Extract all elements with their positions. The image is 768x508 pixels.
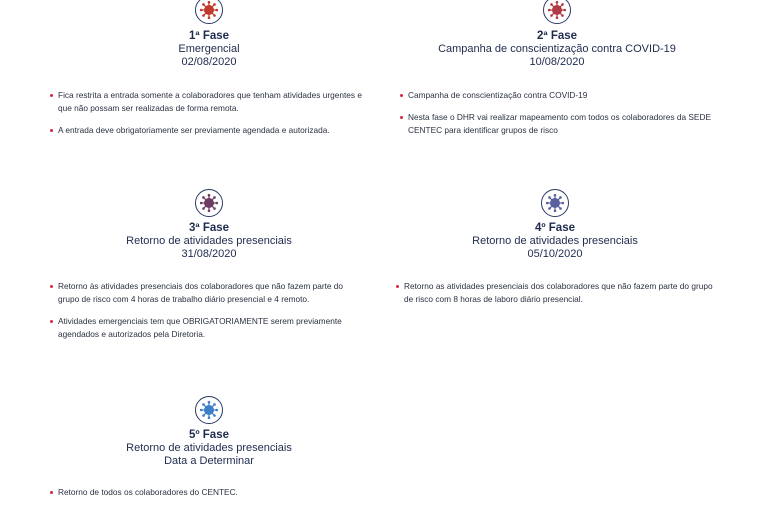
phase-date: 05/10/2020 (527, 248, 583, 260)
list-item: Atividades emergenciais tem que OBRIGATORIAMENTE serem previamente agendados e autorizados pela Diretoria. (50, 315, 366, 341)
phase-subtitle: Retorno de atividades presenciais (126, 442, 292, 454)
list-item: Fica restrita a entrada somente a colaboradores que tenham atividades urgentes e que não possam ser realizadas de forma remota. (50, 89, 370, 115)
phase-title: 5º Fase (188, 429, 229, 441)
list-item: Nesta fase o DHR vai realizar mapeamento com todos os colaboradores da SEDE CENTEC para identificar grupos de risco (400, 111, 725, 137)
phase-subtitle: Emergencial (178, 43, 240, 55)
phase-subtitle: Retorno de atividades presenciais (126, 235, 292, 247)
list-item: Retorno de todos os colaboradores do CENTEC. (50, 486, 366, 499)
list-item: Retorno as atividades presenciais dos colaboradores que não fazem parte do grupo de risco com 8 horas de laboro diário presencial. (396, 280, 714, 306)
phase-subtitle: Retorno de atividades presenciais (472, 235, 638, 247)
phase-bullets (50, 486, 366, 508)
coronavirus-icon (543, 0, 571, 24)
phase-date: Data a Determinar (164, 455, 254, 467)
list-item: Retorno às atividades presenciais dos colaboradores que não fazem parte do grupo de risco com 4 horas de trabalho diário presencial e 4 remoto. (50, 280, 366, 306)
phase-date: 02/08/2020 (181, 56, 237, 68)
phase-bullets (400, 89, 725, 146)
phase-bullets (50, 89, 370, 146)
phase-date: 10/08/2020 (529, 56, 585, 68)
coronavirus-icon (541, 189, 569, 217)
coronavirus-icon (195, 396, 223, 424)
coronavirus-icon (195, 189, 223, 217)
phase-title: 4º Fase (534, 222, 575, 234)
phase-title: 1ª Fase (188, 30, 230, 42)
coronavirus-icon (195, 0, 223, 24)
phase-title: 2ª Fase (536, 30, 578, 42)
phase-bullets (50, 280, 366, 350)
phase-bullets (396, 280, 714, 315)
phase-subtitle: Campanha de conscientização contra COVID-19 (438, 43, 676, 55)
list-item: Campanha de conscientização contra COVID-19 (400, 89, 725, 102)
phase-title: 3ª Fase (188, 222, 230, 234)
list-item: A entrada deve obrigatoriamente ser previamente agendada e autorizada. (50, 124, 370, 137)
phase-date: 31/08/2020 (181, 248, 237, 260)
